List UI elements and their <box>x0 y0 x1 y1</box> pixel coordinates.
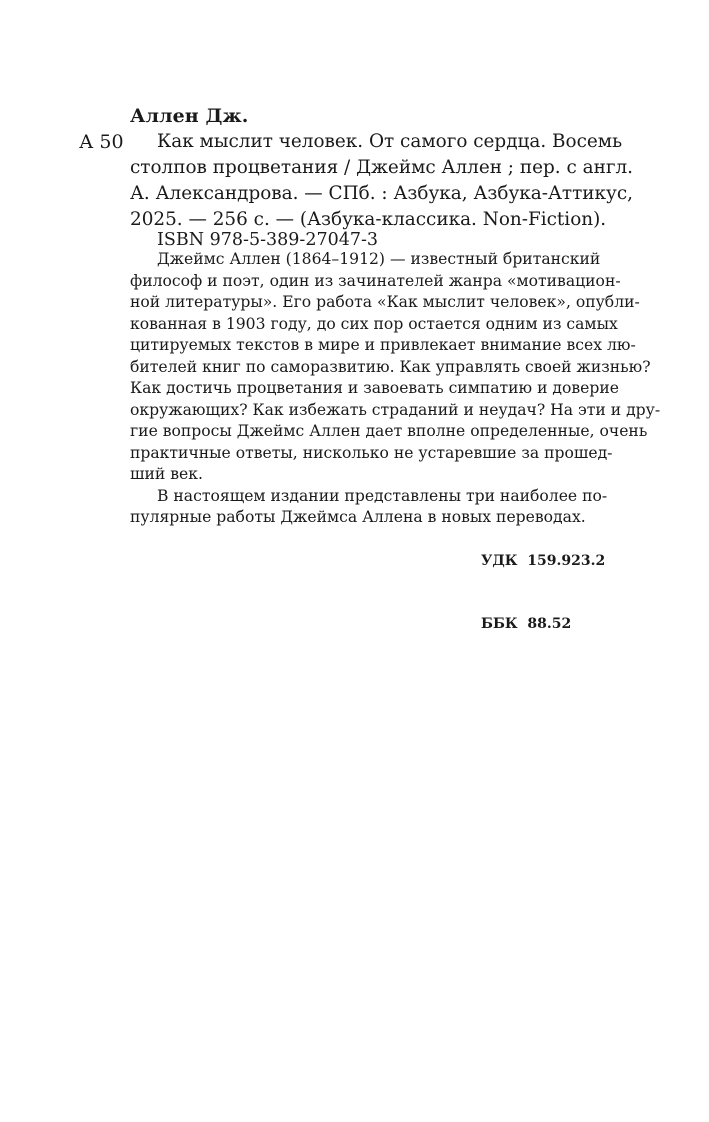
author-mark: А 50 <box>79 131 124 153</box>
annotation-line: Как достичь процветания и завоевать симпатию и доверие <box>130 379 620 397</box>
bbk-code: ББК 88.52 <box>481 616 572 632</box>
annotation-line: пулярные работы Джеймса Аллена в новых переводах. <box>130 508 586 526</box>
annotation-line: бителей книг по саморазвитию. Как управлять своей жизнью? <box>130 357 651 376</box>
udk-code: УДК 159.923.2 <box>481 553 606 569</box>
isbn: ISBN 978-5-389-27047-3 <box>157 230 379 250</box>
classification-codes <box>481 509 605 677</box>
annotation-line: гие вопросы Джеймс Аллен дает вполне определенные, очень <box>130 422 648 440</box>
annotation-line: ной литературы». Его работа «Как мыслит человек», опубли- <box>130 293 640 311</box>
annotation-line: философ и поэт, один из зачинателей жанра «мотивацион- <box>130 271 621 290</box>
description-line: 2025. — 256 с. — (Азбука-классика. Non-Fiction). <box>130 209 607 230</box>
author-heading: Аллен Дж. <box>130 105 249 127</box>
description-line: А. Александрова. — СПб. : Азбука, Азбука-Аттикус, <box>130 183 633 204</box>
annotation-line: ший век. <box>130 465 203 483</box>
description-line: столпов процветания / Джеймс Аллен ; пер. с англ. <box>130 157 633 178</box>
description-line: Как мыслит человек. От самого сердца. Восемь <box>157 131 623 152</box>
bibliographic-description <box>130 129 633 233</box>
annotation <box>130 249 661 529</box>
annotation-line: практичные ответы, нисколько не устаревшие за прошед- <box>130 443 613 462</box>
annotation-line: В настоящем издании представлены три наиболее по- <box>157 486 608 505</box>
annotation-line: цитируемых текстов в мире и привлекает внимание всех лю- <box>130 336 636 354</box>
annotation-line: Джеймс Аллен (1864–1912) — известный британский <box>157 250 601 268</box>
annotation-line: кованная в 1903 году, до сих пор остается одним из самых <box>130 314 618 333</box>
annotation-line: окружающих? Как избежать страданий и неудач? На эти и дру- <box>130 400 661 419</box>
